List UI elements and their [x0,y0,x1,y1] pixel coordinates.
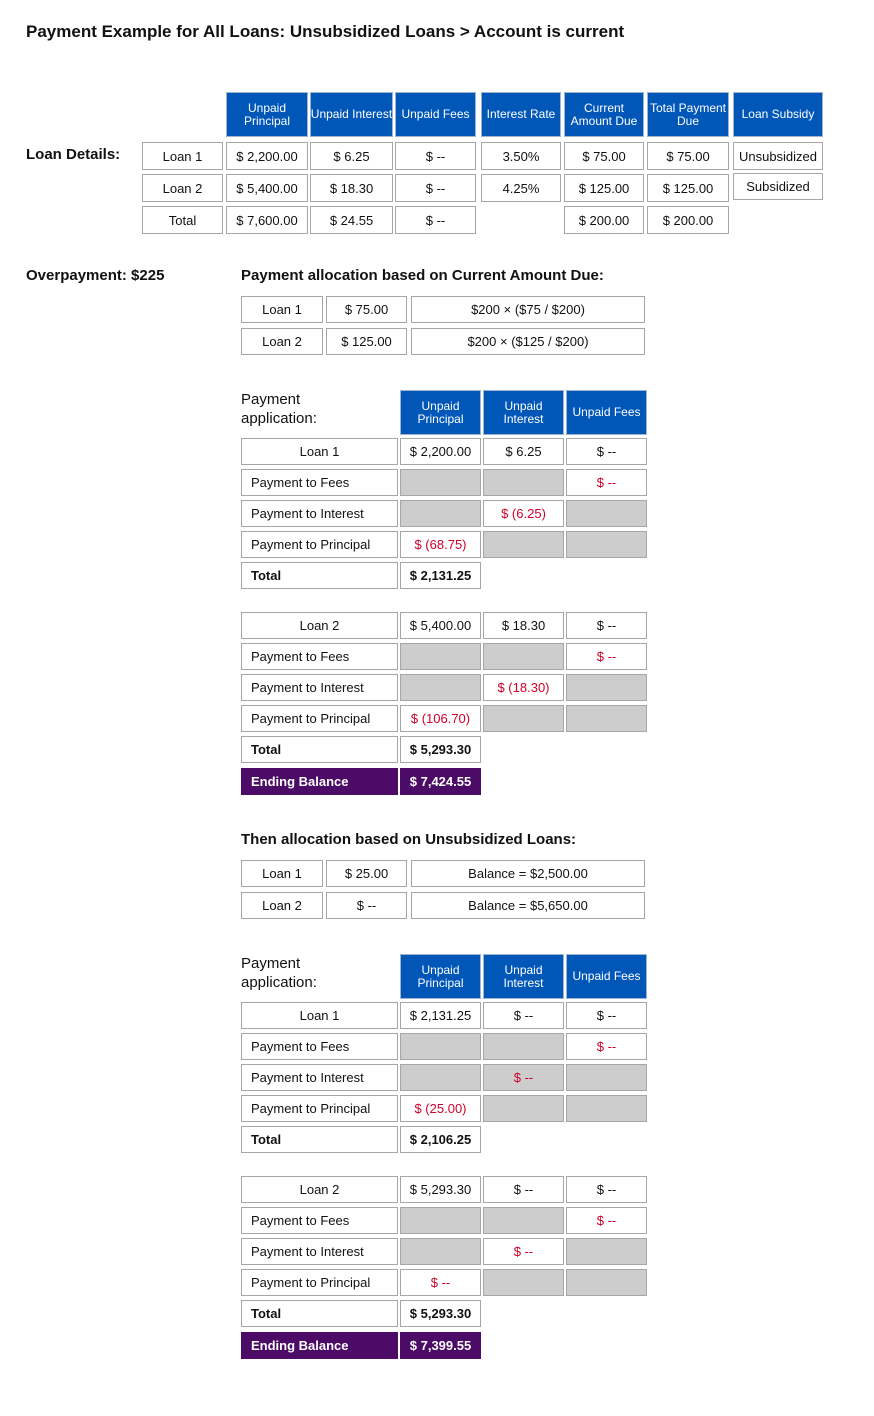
empty-cell [566,1238,647,1265]
loan-details-interest: $ 24.55 [310,206,393,234]
total-value: $ 5,293.30 [400,1300,481,1327]
payment-to-interest-value: $ (18.30) [483,674,564,701]
payment-to-interest-value: $ -- [483,1238,564,1265]
allocation-amount: $ 125.00 [326,328,407,355]
payment-to-fees-value: $ -- [566,1207,647,1234]
page-title: Payment Example for All Loans: Unsubsidized Loans > Account is current [26,22,625,41]
header-unpaid-fees: Unpaid Fees [395,92,476,137]
empty-cell [400,674,481,701]
empty-cell [400,1064,481,1091]
payment-to-fees-label: Payment to Fees [241,1207,398,1234]
allocation-loan-name: Loan 2 [241,328,323,355]
loan-details-label: Loan Details: [26,146,121,163]
application-interest: $ 18.30 [483,612,564,639]
payment-to-interest-value: $ -- [483,1064,564,1091]
payment-to-fees-value: $ -- [566,469,647,496]
header-unpaid-interest: Unpaid Interest [483,390,564,435]
payment-to-principal-value: $ (68.75) [400,531,481,558]
empty-cell [483,643,564,670]
application-principal: $ 2,131.25 [400,1002,481,1029]
allocation-loan-name: Loan 1 [241,296,323,323]
empty-cell [566,1064,647,1091]
loan-details-fees: $ -- [395,174,476,202]
total-label: Total [241,1300,398,1327]
application-interest: $ 6.25 [483,438,564,465]
application-interest: $ -- [483,1002,564,1029]
application-fees: $ -- [566,612,647,639]
application-loan-name: Loan 1 [241,1002,398,1029]
loan-details-principal: $ 7,600.00 [226,206,308,234]
loan-details-fees: $ -- [395,142,476,170]
application-principal: $ 2,200.00 [400,438,481,465]
allocation-formula: $200 × ($75 / $200) [411,296,645,323]
total-value: $ 2,131.25 [400,562,481,589]
allocation-formula: $200 × ($125 / $200) [411,328,645,355]
header-unpaid-interest: Unpaid Interest [310,92,393,137]
empty-cell [400,643,481,670]
loan-details-subsidy: Subsidized [733,173,823,200]
allocation-balance: Balance = $5,650.00 [411,892,645,919]
application-fees: $ -- [566,438,647,465]
loan-details-fees: $ -- [395,206,476,234]
payment-to-interest-label: Payment to Interest [241,500,398,527]
payment-to-interest-label: Payment to Interest [241,674,398,701]
header-total-payment-due: Total Payment Due [647,92,729,137]
overpayment-label: Overpayment: $225 [26,267,165,284]
empty-cell [400,1033,481,1060]
loan-details-row-name: Loan 1 [142,142,223,170]
payment-to-interest-value: $ (6.25) [483,500,564,527]
allocation-loan-name: Loan 2 [241,892,323,919]
loan-details-total-due: $ 75.00 [647,142,729,170]
payment-to-principal-value: $ (106.70) [400,705,481,732]
loan-details-rate: 3.50% [481,142,561,170]
empty-cell [400,500,481,527]
empty-cell [566,674,647,701]
allocation-amount: $ -- [326,892,407,919]
application-loan-name: Loan 1 [241,438,398,465]
payment-to-principal-value: $ -- [400,1269,481,1296]
application-principal: $ 5,293.30 [400,1176,481,1203]
payment-to-interest-label: Payment to Interest [241,1238,398,1265]
loan-details-total-due: $ 200.00 [647,206,729,234]
ending-balance-label: Ending Balance [241,768,398,795]
loan-details-total-due: $ 125.00 [647,174,729,202]
total-label: Total [241,1126,398,1153]
payment-application-heading: Payment application: [241,391,317,427]
loan-details-principal: $ 5,400.00 [226,174,308,202]
ending-balance-value: $ 7,424.55 [400,768,481,795]
application-principal: $ 5,400.00 [400,612,481,639]
empty-cell [566,500,647,527]
payment-to-interest-label: Payment to Interest [241,1064,398,1091]
header-interest-rate: Interest Rate [481,92,561,137]
payment-to-fees-label: Payment to Fees [241,1033,398,1060]
empty-cell [483,531,564,558]
empty-cell [483,1269,564,1296]
total-value: $ 2,106.25 [400,1126,481,1153]
allocation-amount: $ 25.00 [326,860,407,887]
loan-details-rate: 4.25% [481,174,561,202]
empty-cell [483,1033,564,1060]
application-loan-name: Loan 2 [241,1176,398,1203]
empty-cell [566,1269,647,1296]
loan-details-current-due: $ 200.00 [564,206,644,234]
application-fees: $ -- [566,1002,647,1029]
application-fees: $ -- [566,1176,647,1203]
payment-to-fees-label: Payment to Fees [241,469,398,496]
total-value: $ 5,293.30 [400,736,481,763]
loan-details-interest: $ 6.25 [310,142,393,170]
ending-balance-value: $ 7,399.55 [400,1332,481,1359]
empty-cell [483,1095,564,1122]
loan-details-principal: $ 2,200.00 [226,142,308,170]
empty-cell [400,469,481,496]
header-unpaid-principal: Unpaid Principal [400,390,481,435]
empty-cell [566,1095,647,1122]
empty-cell [400,1238,481,1265]
total-label: Total [241,736,398,763]
loan-details-current-due: $ 75.00 [564,142,644,170]
loan-details-subsidy: Unsubsidized [733,142,823,170]
loan-details-current-due: $ 125.00 [564,174,644,202]
ending-balance-label: Ending Balance [241,1332,398,1359]
header-unpaid-interest: Unpaid Interest [483,954,564,999]
empty-cell [566,531,647,558]
empty-cell [400,1207,481,1234]
application-interest: $ -- [483,1176,564,1203]
loan-details-row-name: Loan 2 [142,174,223,202]
payment-to-principal-value: $ (25.00) [400,1095,481,1122]
payment-to-principal-label: Payment to Principal [241,1095,398,1122]
loan-details-row-name: Total [142,206,223,234]
payment-application-heading: Payment application: [241,955,317,991]
allocation-heading: Payment allocation based on Current Amount Due: [241,267,604,284]
empty-cell [483,469,564,496]
allocation-balance: Balance = $2,500.00 [411,860,645,887]
header-unpaid-fees: Unpaid Fees [566,954,647,999]
empty-cell [483,705,564,732]
payment-to-principal-label: Payment to Principal [241,705,398,732]
allocation-loan-name: Loan 1 [241,860,323,887]
empty-cell [566,705,647,732]
empty-cell [483,1207,564,1234]
loan-details-interest: $ 18.30 [310,174,393,202]
payment-to-principal-label: Payment to Principal [241,531,398,558]
payment-to-fees-value: $ -- [566,643,647,670]
header-unpaid-principal: Unpaid Principal [226,92,308,137]
application-loan-name: Loan 2 [241,612,398,639]
allocation-amount: $ 75.00 [326,296,407,323]
payment-to-fees-label: Payment to Fees [241,643,398,670]
payment-to-principal-label: Payment to Principal [241,1269,398,1296]
header-current-amount-due: Current Amount Due [564,92,644,137]
header-loan-subsidy: Loan Subsidy [733,92,823,137]
header-unpaid-fees: Unpaid Fees [566,390,647,435]
payment-to-fees-value: $ -- [566,1033,647,1060]
allocation-heading: Then allocation based on Unsubsidized Loans: [241,831,577,848]
header-unpaid-principal: Unpaid Principal [400,954,481,999]
total-label: Total [241,562,398,589]
